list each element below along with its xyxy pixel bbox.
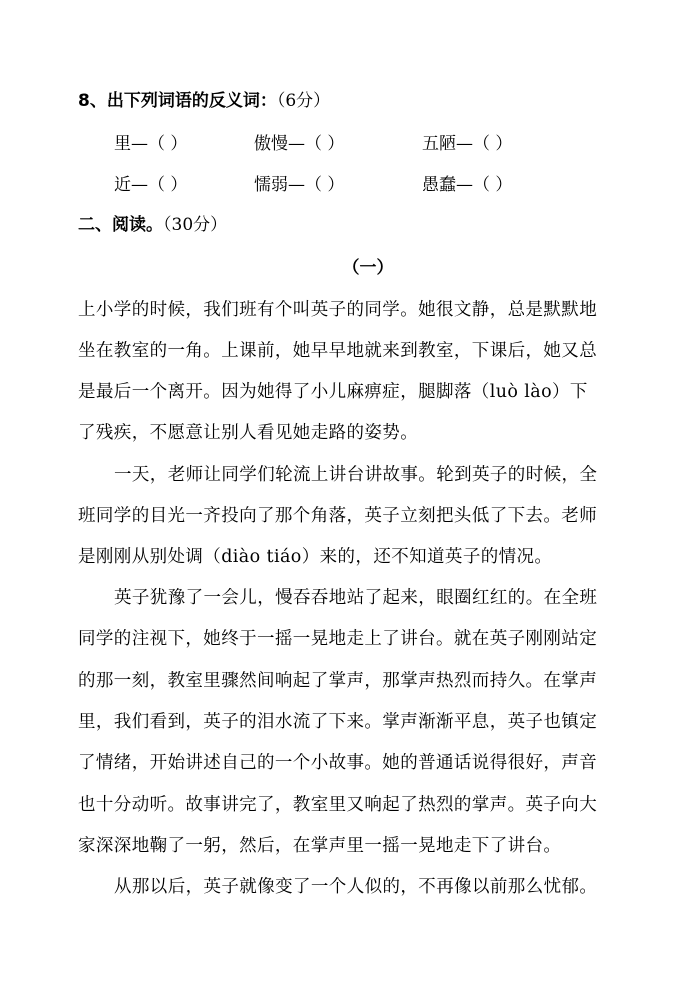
passage-line: 了情绪，开始讲述自己的一个小故事。她的普通话说得很好，声音 (78, 753, 598, 773)
passage-line: 家深深地鞠了一躬，然后，在掌声里一摇一晃地走下了讲台。 (78, 836, 562, 856)
section-2-title (78, 210, 227, 235)
question-8-score: （6分） (276, 91, 331, 111)
passage-line: 是刚刚从别处调（diào tiáo）来的，还不知道英子的情况。 (78, 547, 553, 567)
passage-line: 从那以后，英子就像变了一个人似的，不再像以前那么忧郁。 (114, 877, 598, 897)
passage-line: 一天，老师让同学们轮流上讲台讲故事。轮到英子的时候，全 (114, 465, 598, 485)
part-1-title: （一） (342, 258, 394, 278)
passage-line: 同学的注视下，她终于一摇一晃地走上了讲台。就在英子刚刚站定 (78, 629, 598, 649)
section-2-text: 二、阅读。 (78, 215, 163, 235)
antonym-item: 傲慢—（ ） (254, 134, 345, 154)
passage-line: 的那一刻，教室里骤然间响起了掌声，那掌声热烈而持久。在掌声 (78, 671, 598, 691)
antonym-item: 懦弱—（ ） (254, 175, 345, 195)
passage-line: 上小学的时候，我们班有个叫英子的同学。她很文静，总是默默地 (78, 300, 598, 320)
section-2-score: （30分） (163, 215, 228, 235)
antonym-item: 里—（ ） (114, 134, 188, 154)
question-8-text: 8、出下列词语的反义词： (78, 91, 277, 111)
question-8-title (78, 86, 330, 111)
passage-line: 英子犹豫了一会儿，慢吞吞地站了起来，眼圈红红的。在全班 (114, 588, 598, 608)
antonym-item: 愚蠢—（ ） (422, 175, 513, 195)
antonym-item: 五陋—（ ） (422, 134, 513, 154)
passage-line: 坐在教室的一角。上课前，她早早地就来到教室，下课后，她又总 (78, 341, 598, 361)
passage-line: 是最后一个离开。因为她得了小儿麻痹症，腿脚落（luò lào）下 (78, 382, 588, 402)
passage-line: 也十分动听。故事讲完了，教室里又响起了热烈的掌声。英子向大 (78, 795, 598, 815)
passage-line: 里，我们看到，英子的泪水流了下来。掌声渐渐平息，英子也镇定 (78, 712, 598, 732)
passage-line: 班同学的目光一齐投向了那个角落，英子立刻把头低了下去。老师 (78, 506, 598, 526)
passage-line: 了残疾，不愿意让别人看见她走路的姿势。 (78, 423, 419, 443)
antonym-item: 近—（ ） (114, 175, 188, 195)
